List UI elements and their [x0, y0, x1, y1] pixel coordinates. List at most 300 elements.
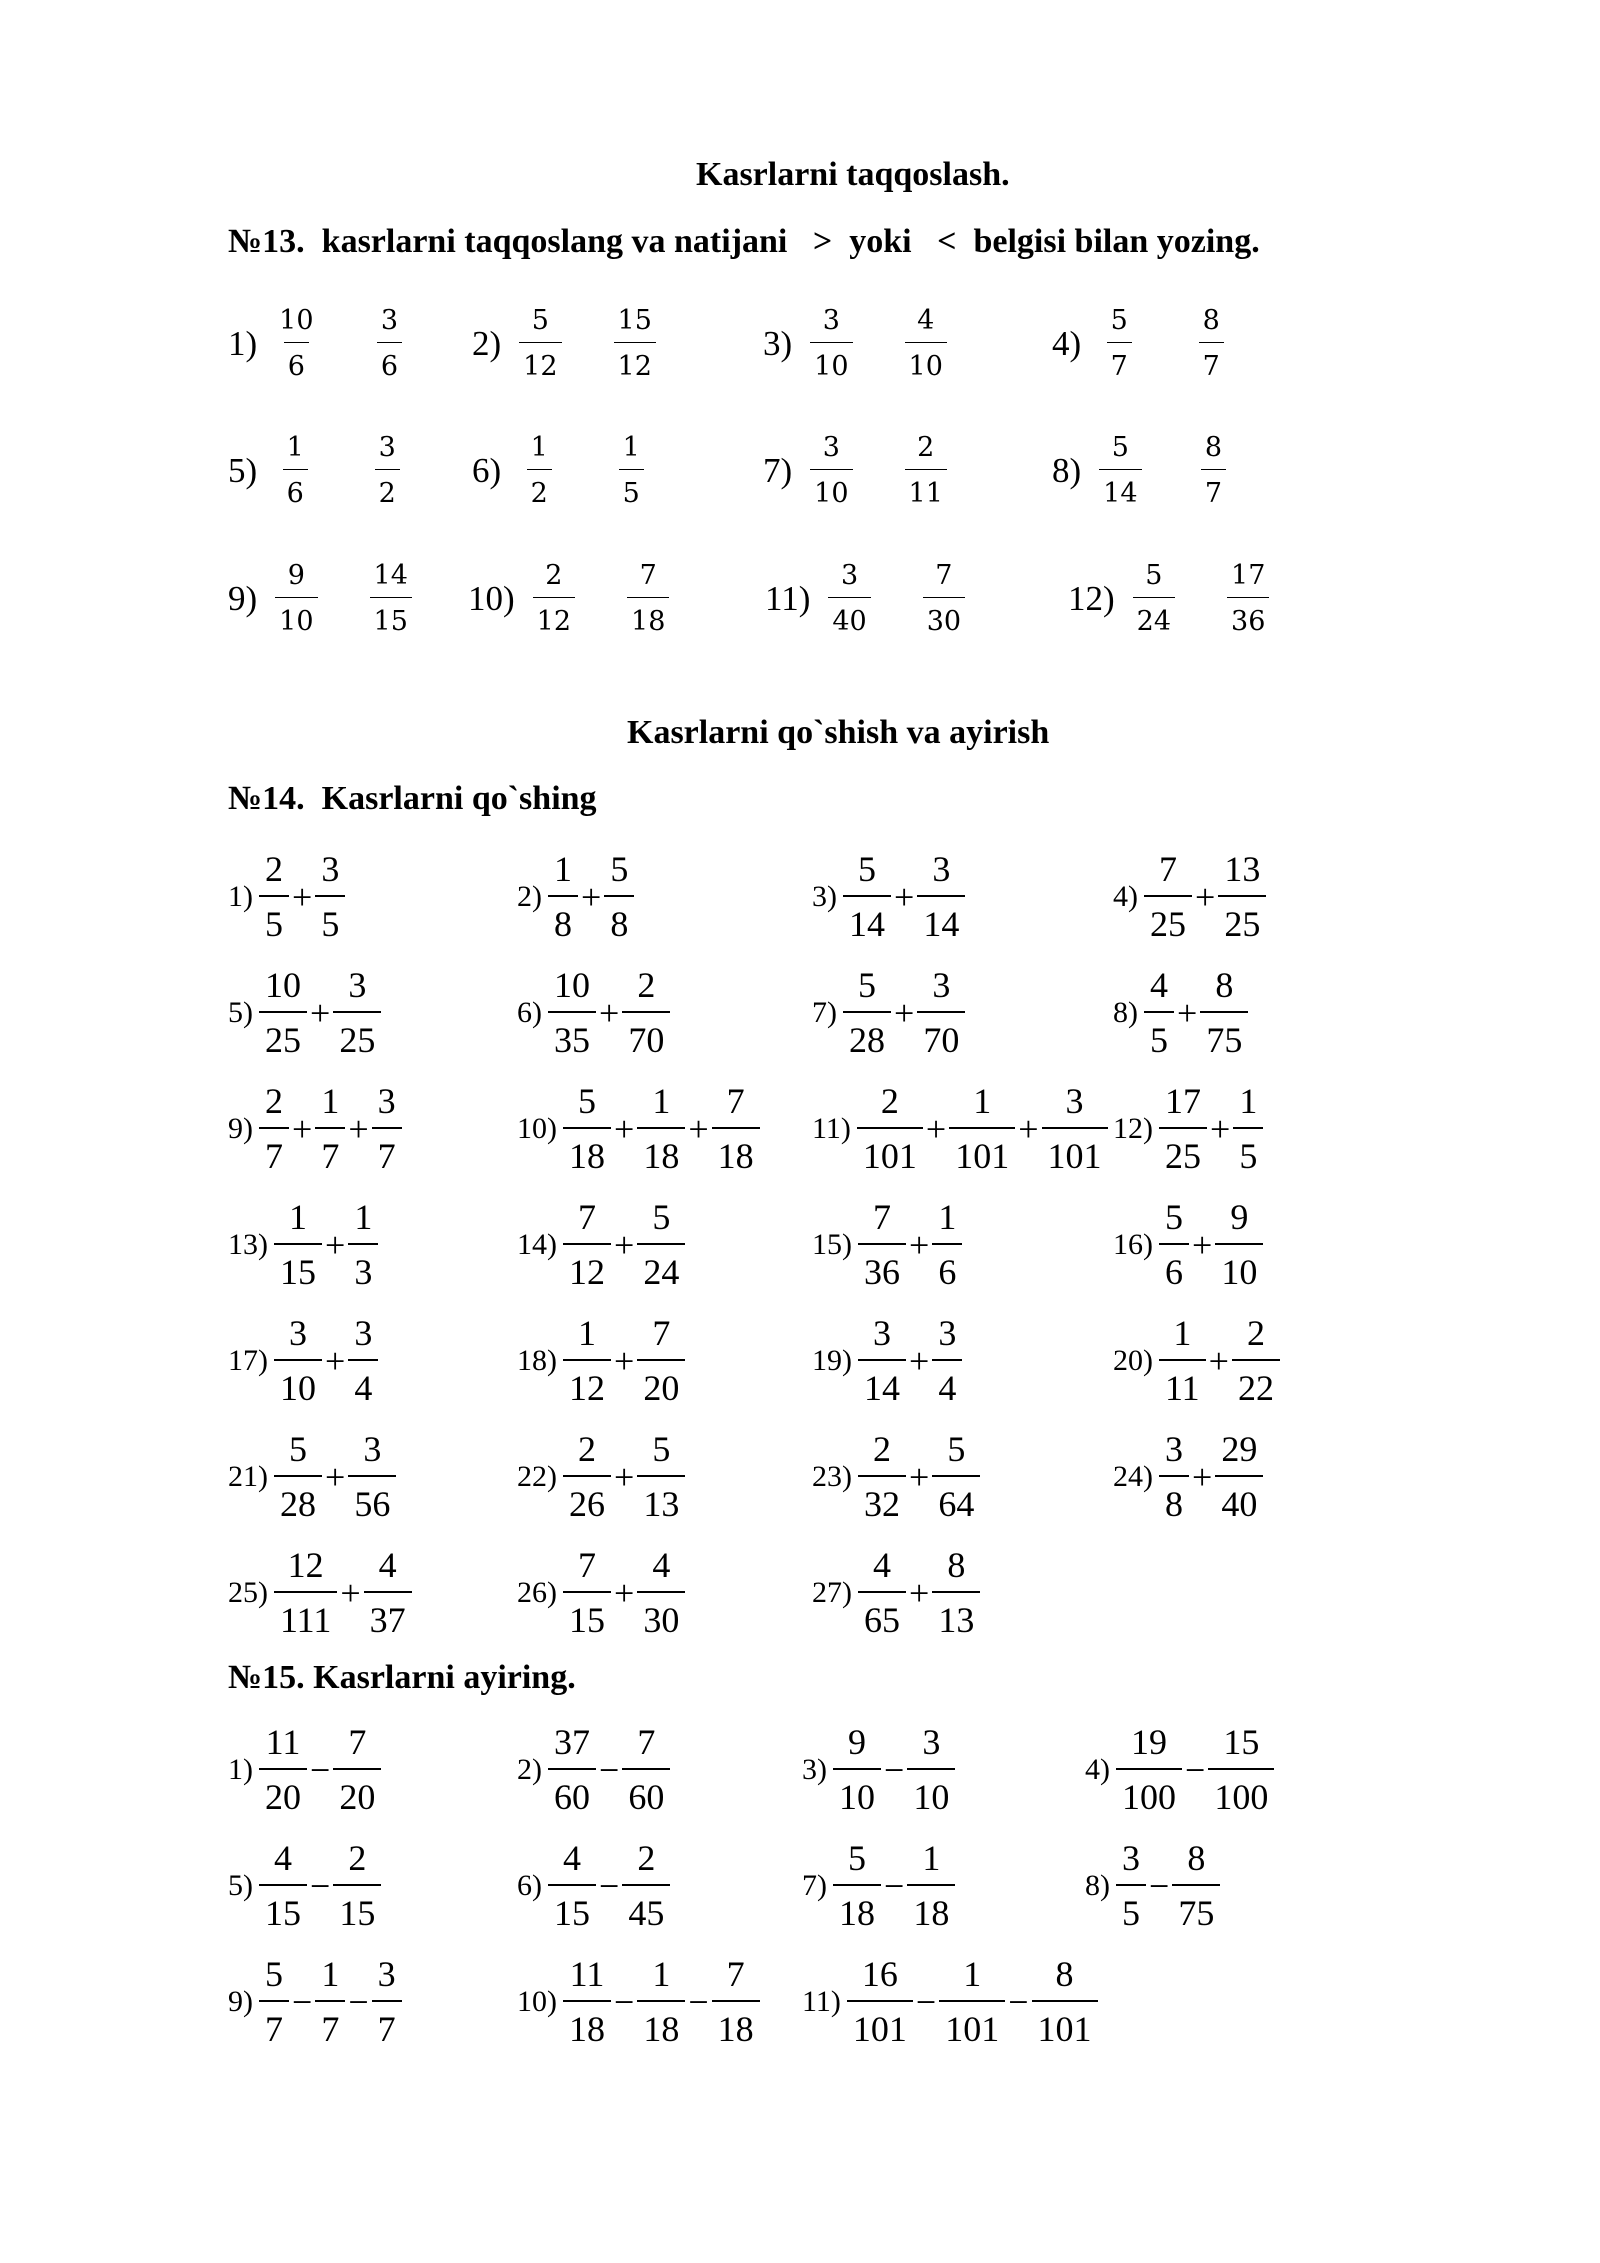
numerator: 4	[1150, 965, 1168, 1005]
item-number: 6)	[517, 1868, 542, 1902]
comparison-item	[1068, 560, 1269, 637]
numerator: 8	[1187, 1838, 1206, 1878]
numerator: 29	[1221, 1429, 1258, 1469]
expression-item	[517, 1080, 760, 1177]
denominator: 22	[1232, 1359, 1280, 1409]
operator-sign: −	[688, 1981, 709, 2022]
operator-sign: +	[614, 1108, 635, 1149]
denominator: 101	[857, 1127, 923, 1177]
numerator: 14	[373, 560, 408, 591]
expression-item	[228, 1312, 378, 1409]
fraction	[622, 964, 670, 1061]
item-number: 11)	[802, 1984, 841, 2018]
numerator: 7	[726, 1081, 745, 1121]
denominator: 24	[1133, 597, 1175, 637]
operator-sign: −	[884, 1865, 905, 1906]
fraction	[1172, 1837, 1220, 1934]
denominator: 36	[1227, 597, 1269, 637]
denominator: 10	[274, 1359, 322, 1409]
fraction	[1218, 848, 1266, 945]
operator-sign: +	[1195, 876, 1216, 917]
fraction	[274, 1428, 322, 1525]
fraction	[907, 1837, 955, 1934]
denominator: 6	[932, 1243, 962, 1293]
denominator: 20	[259, 1768, 307, 1818]
denominator: 40	[828, 597, 870, 637]
numerator: 3	[377, 1954, 396, 1994]
numerator: 7	[637, 1722, 656, 1762]
fraction	[1233, 1080, 1263, 1177]
fraction	[1215, 1196, 1263, 1293]
numerator: 9	[848, 1722, 866, 1762]
denominator: 7	[372, 1127, 402, 1177]
numerator: 1	[922, 1838, 941, 1878]
fraction	[1116, 1837, 1146, 1934]
fraction	[858, 1312, 906, 1409]
operator-sign: +	[688, 1108, 709, 1149]
denominator: 5	[315, 895, 345, 945]
numerator: 7	[578, 1545, 596, 1585]
denominator: 75	[1172, 1884, 1220, 1934]
operator-sign: +	[909, 1572, 930, 1613]
denominator: 10	[907, 1768, 955, 1818]
task-15-instruction: №15. Kasrlarni ayiring.	[228, 1659, 576, 1696]
operator-sign: +	[614, 1224, 635, 1265]
item-number: 8)	[1052, 450, 1082, 490]
denominator: 60	[548, 1768, 596, 1818]
fraction	[563, 1953, 611, 2050]
expression-item	[812, 1428, 980, 1525]
denominator: 5	[259, 895, 289, 945]
numerator: 7	[578, 1197, 596, 1237]
denominator: 36	[858, 1243, 906, 1293]
item-number: 2)	[517, 1752, 542, 1786]
operator-sign: −	[599, 1865, 620, 1906]
denominator: 28	[274, 1475, 322, 1525]
denominator: 101	[1032, 2000, 1098, 2050]
comparison-item	[468, 560, 669, 637]
denominator: 7	[372, 2000, 402, 2050]
denominator: 100	[1116, 1768, 1182, 1818]
expression-item	[517, 1312, 685, 1409]
fraction	[259, 1953, 289, 2050]
denominator: 100	[1208, 1768, 1274, 1818]
denominator: 12	[614, 342, 656, 382]
item-number: 15)	[812, 1227, 852, 1261]
item-number: 10)	[468, 578, 515, 618]
numerator: 3	[822, 305, 840, 336]
item-number: 7)	[763, 450, 793, 490]
denominator: 10	[810, 342, 852, 382]
denominator: 15	[274, 1243, 322, 1293]
fraction	[905, 305, 947, 382]
denominator: 35	[548, 1011, 596, 1061]
expression-item	[228, 964, 381, 1061]
fraction	[1232, 1312, 1280, 1409]
comparison-item	[763, 432, 947, 509]
numerator: 1	[530, 432, 548, 463]
operator-sign: +	[325, 1224, 346, 1265]
task-13-instruction: №13. kasrlarni taqqoslang va natijani > yoki < belgisi bilan yozing.	[228, 223, 1260, 260]
operator-sign: +	[1192, 1456, 1213, 1497]
denominator: 12	[563, 1243, 611, 1293]
fraction	[637, 1428, 685, 1525]
numerator: 19	[1131, 1722, 1167, 1762]
denominator: 18	[907, 1884, 955, 1934]
item-number: 25)	[228, 1575, 268, 1609]
denominator: 25	[259, 1011, 307, 1061]
denominator: 30	[923, 597, 965, 637]
numerator: 2	[637, 965, 656, 1005]
item-number: 4)	[1085, 1752, 1110, 1786]
operator-sign: −	[310, 1749, 331, 1790]
numerator: 9	[287, 560, 305, 591]
operator-sign: +	[292, 1108, 313, 1149]
operator-sign: −	[292, 1981, 313, 2022]
fraction	[1144, 848, 1192, 945]
comparison-item	[472, 305, 656, 382]
operator-sign: −	[1149, 1865, 1170, 1906]
denominator: 11	[1159, 1359, 1206, 1409]
item-number: 23)	[812, 1459, 852, 1493]
operator-sign: −	[310, 1865, 331, 1906]
numerator: 3	[377, 1081, 396, 1121]
operator-sign: +	[925, 1108, 947, 1149]
fraction	[563, 1428, 611, 1525]
operator-sign: +	[1208, 1340, 1229, 1381]
item-number: 21)	[228, 1459, 268, 1493]
numerator: 7	[348, 1722, 367, 1762]
fraction	[315, 848, 345, 945]
numerator: 5	[265, 1954, 283, 1994]
numerator: 16	[861, 1954, 898, 1994]
numerator: 5	[578, 1081, 596, 1121]
operator-sign: +	[1210, 1108, 1231, 1149]
denominator: 75	[1200, 1011, 1248, 1061]
expression-item	[812, 1312, 962, 1409]
item-number: 7)	[812, 995, 837, 1029]
numerator: 1	[938, 1197, 957, 1237]
denominator: 7	[259, 1127, 289, 1177]
numerator: 3	[922, 1722, 941, 1762]
item-number: 4)	[1113, 879, 1138, 913]
fraction	[372, 1953, 402, 2050]
expression-item	[228, 848, 345, 945]
fraction	[1159, 1428, 1189, 1525]
item-number: 5)	[228, 1868, 253, 1902]
numerator: 8	[1204, 432, 1223, 463]
denominator: 14	[1099, 469, 1141, 509]
denominator: 14	[843, 895, 891, 945]
expression-item	[812, 964, 965, 1061]
operator-sign: +	[909, 1456, 930, 1497]
denominator: 65	[858, 1591, 906, 1641]
denominator: 30	[637, 1591, 685, 1641]
operator-sign: −	[915, 1981, 937, 2022]
denominator: 20	[333, 1768, 381, 1818]
numerator: 2	[873, 1429, 891, 1469]
denominator: 7	[1201, 469, 1226, 509]
operator-sign: −	[884, 1749, 905, 1790]
denominator: 12	[563, 1359, 611, 1409]
item-number: 10)	[517, 1111, 557, 1145]
fraction	[843, 848, 891, 945]
item-number: 27)	[812, 1575, 852, 1609]
operator-sign: +	[1018, 1108, 1039, 1149]
fraction	[519, 432, 559, 509]
expression-item	[517, 964, 670, 1061]
numerator: 4	[873, 1545, 891, 1585]
fraction	[810, 305, 852, 382]
fraction	[858, 1196, 906, 1293]
numerator: 3	[354, 1313, 373, 1353]
fraction	[604, 848, 634, 945]
fraction	[611, 432, 651, 509]
denominator: 15	[563, 1591, 611, 1641]
fraction	[1159, 1196, 1189, 1293]
section-14-title: Kasrlarni qo`shish va ayirish	[627, 714, 1050, 751]
denominator: 3	[348, 1243, 378, 1293]
denominator: 40	[1215, 1475, 1263, 1525]
numerator: 5	[947, 1429, 966, 1469]
expression-item	[228, 1721, 381, 1818]
fraction	[372, 1080, 402, 1177]
numerator: 5	[1145, 560, 1163, 591]
operator-sign: +	[614, 1572, 635, 1613]
numerator: 2	[578, 1429, 596, 1469]
fraction	[833, 1721, 881, 1818]
expression-item	[802, 1953, 1098, 2050]
denominator: 7	[315, 1127, 345, 1177]
fraction	[259, 848, 289, 945]
item-number: 17)	[228, 1343, 268, 1377]
fraction	[939, 1953, 1005, 2050]
expression-item	[812, 1196, 962, 1293]
denominator: 15	[548, 1884, 596, 1934]
numerator: 3	[348, 965, 367, 1005]
fraction	[923, 560, 965, 637]
item-number: 10)	[517, 1984, 557, 2018]
numerator: 8	[1202, 305, 1220, 336]
fraction	[333, 1837, 381, 1934]
denominator: 25	[1144, 895, 1192, 945]
numerator: 5	[1165, 1197, 1183, 1237]
denominator: 56	[348, 1475, 396, 1525]
denominator: 18	[627, 597, 669, 637]
fraction	[847, 1953, 913, 2050]
fraction	[905, 432, 947, 509]
item-number: 2)	[517, 879, 542, 913]
denominator: 70	[917, 1011, 965, 1061]
numerator: 1	[289, 1197, 307, 1237]
numerator: 8	[947, 1545, 966, 1585]
fraction	[1099, 305, 1139, 382]
expression-item	[812, 848, 965, 945]
operator-sign: +	[1177, 992, 1198, 1033]
numerator: 4	[378, 1545, 397, 1585]
operator-sign: +	[599, 992, 620, 1033]
numerator: 3	[289, 1313, 307, 1353]
numerator: 5	[1111, 432, 1129, 463]
item-number: 3)	[802, 1752, 827, 1786]
numerator: 4	[563, 1838, 581, 1878]
item-number: 4)	[1052, 323, 1082, 363]
denominator: 25	[1159, 1127, 1207, 1177]
numerator: 3	[363, 1429, 382, 1469]
numerator: 1	[354, 1197, 373, 1237]
fraction	[274, 1196, 322, 1293]
fraction	[637, 1544, 685, 1641]
fraction	[259, 964, 307, 1061]
denominator: 60	[622, 1768, 670, 1818]
operator-sign: −	[348, 1981, 369, 2022]
expression-item	[228, 1080, 402, 1177]
fraction	[1116, 1721, 1182, 1818]
fraction	[1200, 964, 1248, 1061]
operator-sign: +	[909, 1224, 930, 1265]
fraction	[348, 1196, 378, 1293]
item-number: 5)	[228, 450, 258, 490]
operator-sign: +	[292, 876, 313, 917]
numerator: 1	[963, 1954, 982, 1994]
item-number: 11)	[765, 578, 811, 618]
denominator: 12	[519, 342, 561, 382]
denominator: 7	[1199, 342, 1224, 382]
item-number: 9)	[228, 1984, 253, 2018]
fraction	[1159, 1312, 1206, 1409]
numerator: 8	[1055, 1954, 1074, 1994]
numerator: 1	[1173, 1313, 1192, 1353]
denominator: 5	[619, 469, 644, 509]
expression-item	[228, 1837, 381, 1934]
item-number: 8)	[1113, 995, 1138, 1029]
operator-sign: +	[614, 1340, 635, 1381]
fraction	[315, 1953, 345, 2050]
denominator: 13	[637, 1475, 685, 1525]
item-number: 7)	[802, 1868, 827, 1902]
item-number: 11)	[812, 1111, 851, 1145]
fraction	[637, 1080, 685, 1177]
numerator: 1	[554, 849, 572, 889]
numerator: 3	[321, 849, 340, 889]
comparison-item	[763, 305, 947, 382]
numerator: 7	[1159, 849, 1177, 889]
numerator: 5	[289, 1429, 307, 1469]
denominator: 10	[905, 342, 947, 382]
expression-item	[228, 1196, 378, 1293]
fraction	[275, 560, 317, 637]
fraction	[259, 1080, 289, 1177]
numerator: 3	[873, 1313, 891, 1353]
denominator: 15	[259, 1884, 307, 1934]
fraction	[275, 432, 315, 509]
denominator: 18	[712, 2000, 760, 2050]
denominator: 18	[637, 2000, 685, 2050]
denominator: 70	[622, 1011, 670, 1061]
numerator: 2	[880, 1081, 899, 1121]
fraction	[843, 964, 891, 1061]
fraction	[932, 1196, 962, 1293]
denominator: 15	[333, 1884, 381, 1934]
expression-item	[228, 1953, 402, 2050]
item-number: 18)	[517, 1343, 557, 1377]
comparison-item	[765, 560, 965, 637]
operator-sign: −	[1008, 1981, 1029, 2022]
fraction	[627, 560, 669, 637]
expression-item	[1113, 1196, 1263, 1293]
fraction	[274, 1312, 322, 1409]
numerator: 1	[321, 1081, 340, 1121]
denominator: 64	[932, 1475, 980, 1525]
denominator: 14	[858, 1359, 906, 1409]
fraction	[548, 964, 596, 1061]
fraction	[563, 1544, 611, 1641]
item-number: 19)	[812, 1343, 852, 1377]
fraction	[1133, 560, 1175, 637]
denominator: 5	[1116, 1884, 1146, 1934]
item-number: 6)	[472, 450, 502, 490]
denominator: 10	[1215, 1243, 1263, 1293]
fraction	[259, 1837, 307, 1934]
item-number: 9)	[228, 578, 258, 618]
comparison-item	[1052, 432, 1234, 509]
item-number: 5)	[228, 995, 253, 1029]
fraction	[712, 1080, 760, 1177]
fraction	[274, 1544, 337, 1641]
numerator: 2	[348, 1838, 367, 1878]
numerator: 1	[321, 1954, 340, 1994]
operator-sign: +	[1192, 1224, 1213, 1265]
numerator: 10	[265, 965, 301, 1005]
denominator: 25	[1218, 895, 1266, 945]
denominator: 5	[1144, 1011, 1174, 1061]
fraction	[932, 1428, 980, 1525]
numerator: 7	[652, 1313, 671, 1353]
operator-sign: +	[325, 1340, 346, 1381]
denominator: 6	[284, 342, 309, 382]
denominator: 10	[275, 597, 317, 637]
denominator: 2	[375, 469, 400, 509]
numerator: 11	[569, 1954, 605, 1994]
numerator: 2	[265, 1081, 283, 1121]
item-number: 12)	[1113, 1111, 1153, 1145]
denominator: 101	[949, 1127, 1015, 1177]
denominator: 5	[1233, 1127, 1263, 1177]
fraction	[519, 305, 561, 382]
fraction	[833, 1837, 881, 1934]
expression-item	[812, 1080, 1108, 1177]
fraction	[1144, 964, 1174, 1061]
fraction	[614, 305, 656, 382]
numerator: 7	[935, 560, 953, 591]
denominator: 101	[847, 2000, 913, 2050]
operator-sign: +	[325, 1456, 346, 1497]
numerator: 5	[858, 965, 876, 1005]
fraction	[637, 1312, 685, 1409]
comparison-item	[228, 432, 407, 509]
fraction	[622, 1837, 670, 1934]
denominator: 8	[604, 895, 634, 945]
numerator: 1	[652, 1081, 671, 1121]
denominator: 8	[548, 895, 578, 945]
denominator: 11	[905, 469, 947, 509]
numerator: 13	[1224, 849, 1261, 889]
operator-sign: +	[348, 1108, 369, 1149]
expression-item	[1113, 1428, 1263, 1525]
fraction	[932, 1312, 962, 1409]
expression-item	[517, 1953, 760, 2050]
fraction	[810, 432, 852, 509]
